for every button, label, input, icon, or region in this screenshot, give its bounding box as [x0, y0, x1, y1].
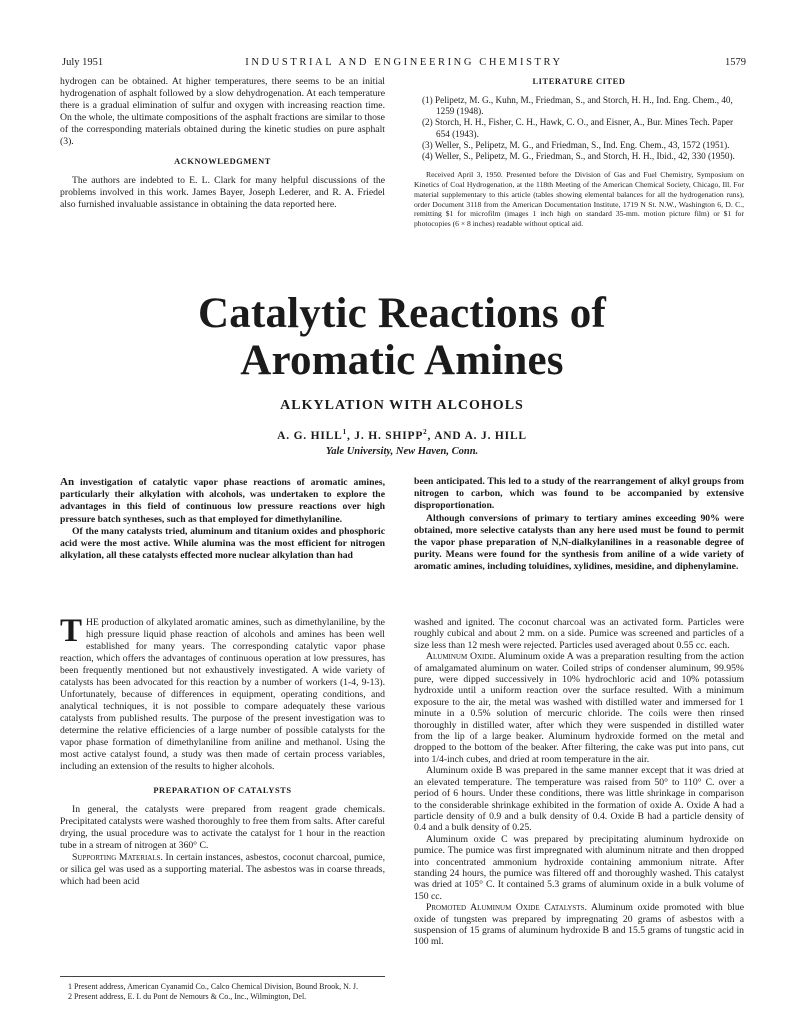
running-head-page-number: 1579 — [725, 57, 746, 68]
reference-item: (4) Weller, S., Pelipetz, M. G., Friedman, S., and Storch, H. H., Ibid., 42, 330 (1950). — [422, 151, 735, 162]
author-name: A. G. HILL — [277, 429, 343, 442]
footnote: 2 Present address, E. I. du Pont de Nemours & Co., Inc., Wilmington, Del. — [68, 992, 307, 1002]
run-in-heading: Promoted Aluminum Oxide Catalysts. — [426, 902, 587, 914]
article-title: Catalytic Reactions of Aromatic Amines — [197, 290, 607, 384]
reference-item: (2) Storch, H. H., Fisher, C. H., Hawk, C. O., and Eisner, A., Bur. Mines Tech. Paper 654 (1943). — [422, 117, 734, 139]
author-name: J. H. SHIPP — [354, 429, 424, 442]
author-name: A. J. HILL — [464, 429, 527, 442]
body-paragraph: Aluminum oxide C was prepared by precipitating aluminum hydroxide on pumice. The pumice was first impregnated with aluminum nitrate and then dropped into concentrated ammonium hydroxide containing ammonium nitrate. After standing 24 hours, the pumice was filtered off and thoroughly washed. This catalyst was dried at 105° C. It contained 5.3 grams of aluminum oxide in a bulk volume of 150 cc. — [414, 833, 744, 902]
running-head — [62, 57, 746, 71]
body-paragraph: Aluminum Oxide. Aluminum oxide A was a preparation resulting from the action of amalgamated aluminum on water. Coiled strips of condenser aluminum, 99.95% pure, were dipped successively in 10% hydrochloric acid and 10% potassium hydroxide until a uniform reaction over the surface resulted. With a minimum exposure to the air, the metal was washed with distilled water and immersed for 1 minute in a 0.5% solution of mercuric chloride. The coils were then rinsed thoroughly in distilled water, after which they were suspended in distilled water from the lip of a large beaker. Aluminum hydroxide formed on the metal and dropped to the bottom of the beaker. After filtering, the cake was put into pans, cut into 1/4-inch cubes, and dried at room temperature in the air. — [414, 651, 745, 765]
literature-cited — [414, 76, 744, 229]
author-separator: , AND — [427, 429, 465, 442]
running-head-journal: INDUSTRIAL AND ENGINEERING CHEMISTRY — [245, 57, 563, 68]
previous-article-ending — [60, 76, 385, 211]
author-footnote-mark: 1 — [342, 428, 347, 436]
author-separator: , — [346, 429, 355, 442]
reference-item: (1) Pelipetz, M. G., Kuhn, M., Friedman, S., and Storch, H. H., Ind. Eng. Chem., 40, 1259 (1948). — [422, 95, 733, 117]
abstract-paragraph: Although conversions of primary to tertiary amines exceeding 90% were obtained, more selective catalysts than any here used must be found to permit the vapor phase preparation of N,N-dialkylanilines in a reasonable degree of purity. Means were found for the synthesis from aniline of a wide variety of aromatic amines, including toluidines, xylidines, mesidine, and diphenylamine. — [414, 512, 744, 573]
article-subtitle: ALKYLATION WITH ALCOHOLS — [280, 398, 524, 413]
acknowledgment-text: The authors are indebted to E. L. Clark for many helpful discussions of the problems involved in this work. James Bayer, Joseph Lederer, and R. A. Friedel also furnished invaluable assistance in obtaining the data reported here. — [60, 175, 385, 210]
article-header — [60, 290, 744, 457]
body-paragraph: Aluminum oxide B was prepared in the same manner except that it was dried at an elevated temperature. The temperature was raised from 50° to 110° C. over a period of 6 hours. Under these conditions, there was little shrinkage in comparison to the considerable shrinkage exhibited in the formation of oxide A. Oxide A had a particle density of 0.9 and a bulk density of 0.4. Oxide B had a particle density of 0.4 and a bulk density of 0.25. — [414, 765, 744, 834]
drop-cap: T — [60, 613, 83, 649]
abstract-first-word: An — [60, 476, 75, 488]
abstract-paragraph: An investigation of catalytic vapor phase reactions of aromatic amines, particularly their alkylation with alcohols, was undertaken to explore the advantages in this field of continuous low pressure reactions over high pressure batch syntheses, such as that employed for dimethylaniline. — [60, 476, 385, 525]
footnote: 1 Present address, American Cyanamid Co., Calco Chemical Division, Bound Brook, N. J. — [68, 982, 358, 991]
body-paragraph: Promoted Aluminum Oxide Catalysts. Aluminum oxide promoted with blue oxide of tungsten was prepared by impregnating 20 grams of asbestos with a suspension of 15 grams of aluminum hydroxide B and 15.5 grams of tungstic acid in 100 ml. — [414, 902, 744, 948]
abstract-paragraph: Of the many catalysts tried, aluminum and titanium oxides and phosphoric acid were the most active. While alumina was the most efficient for nitrogen alkylation, all these catalysts effected more nuclear alkylation than had — [60, 525, 385, 562]
footnotes — [60, 976, 385, 1002]
abstract-right-column — [414, 476, 744, 574]
run-in-heading: Aluminum Oxide. — [426, 651, 497, 663]
intro-paragraph: THE production of alkylated aromatic amines, such as dimethylaniline, by the high pressure liquid phase reaction of alcohols and amines has been well established for many years. The corresponding catalytic vapor phase reaction, which offers the advantages of continuous operation at low pressures, has been frequently mentioned but not exhaustively investigated. A wide variety of catalysts has been advocated for this reaction by a number of workers (1-4, 9-13). Unfortunately, because of differences in equipment, operating conditions, and analytical techniques, it is not possible to compare adequately these various catalysts from published results. The purpose of the present investigation was to determine the relative efficiencies of a large number of possible catalysts for the vapor phase formation of dimethylaniline from aniline and methanol. Using the most active catalyst found, a study was then made of certain process variables, including an extension of the results to higher alcohols. — [60, 613, 385, 772]
abstract-paragraph-continued: been anticipated. This led to a study of the rearrangement of alkyl groups from nitrogen to carbon, which was found to be accompanied by extensive disproportionation. — [414, 476, 744, 512]
abstract-left-column — [60, 476, 385, 562]
body-paragraph: Supporting Materials. In certain instances, asbestos, coconut charcoal, pumice, or silica gel was used as a supporting material. The asbestos was in coarse threads, which had been acid — [60, 852, 385, 887]
literature-cited-heading: LITERATURE CITED — [532, 77, 626, 86]
body-paragraph: In general, the catalysts were prepared from reagent grade chemicals. Precipitated catalysts were washed thoroughly to free them from salts. After careful drying, the usual procedure was to activate the catalyst for 1 hour in the reaction tube in a stream of nitrogen at 360° C. — [60, 804, 385, 851]
body-paragraph: washed and ignited. The coconut charcoal was an activated form. Particles were roughly cubical and about 2 mm. on a side. Pumice was screened and particles of a size less than 12 mesh were rejected. Particles used averaged about 0.55 cc. each. — [414, 617, 744, 651]
author-footnote-mark: 2 — [423, 428, 428, 436]
run-in-heading: Supporting Materials. — [72, 852, 163, 863]
reference-list — [414, 95, 744, 162]
preparation-heading: PREPARATION OF CATALYSTS — [153, 786, 292, 795]
received-note: Received April 3, 1950. Presented before the Division of Gas and Fuel Chemistry, Symposium on Kinetics of Coal Hydrogenation, at the 118th Meeting of the American Chemical Society, Chicago, Ill. For material supplementary to this article (tables showing elemental balances for all the hydrogenation runs), order Document 3118 from the American Documentation Institute, 1719 N St. N.W., Washington 6, D. C., remitting $1 for microfilm (images 1 inch high on standard 35-mm. motion picture film) or $1 for photocopies (6 × 8 inches) readable without optical aid. — [414, 170, 744, 229]
author-affiliation: Yale University, New Haven, Conn. — [325, 445, 479, 457]
previous-article-paragraph: hydrogen can be obtained. At higher temperatures, there seems to be an initial hydrogenation of asphalt followed by a slow dehydrogenation. At each temperature there is a gradual elimination of sulfur and oxygen with increasing reaction time. On the whole, the ultimate compositions of the asphalt fractions are similar to those of the corresponding materials obtained during the kinetic studies on pure asphalt (3). — [60, 76, 385, 147]
running-head-date: July 1951 — [62, 57, 104, 68]
body-right-column — [414, 617, 744, 948]
body-left-column — [60, 613, 385, 888]
author-list — [60, 428, 744, 442]
reference-item: (3) Weller, S., Pelipetz, M. G., and Friedman, S., Ind. Eng. Chem., 43, 1572 (1951). — [422, 139, 730, 150]
acknowledgment-heading: ACKNOWLEDGMENT — [174, 157, 271, 166]
